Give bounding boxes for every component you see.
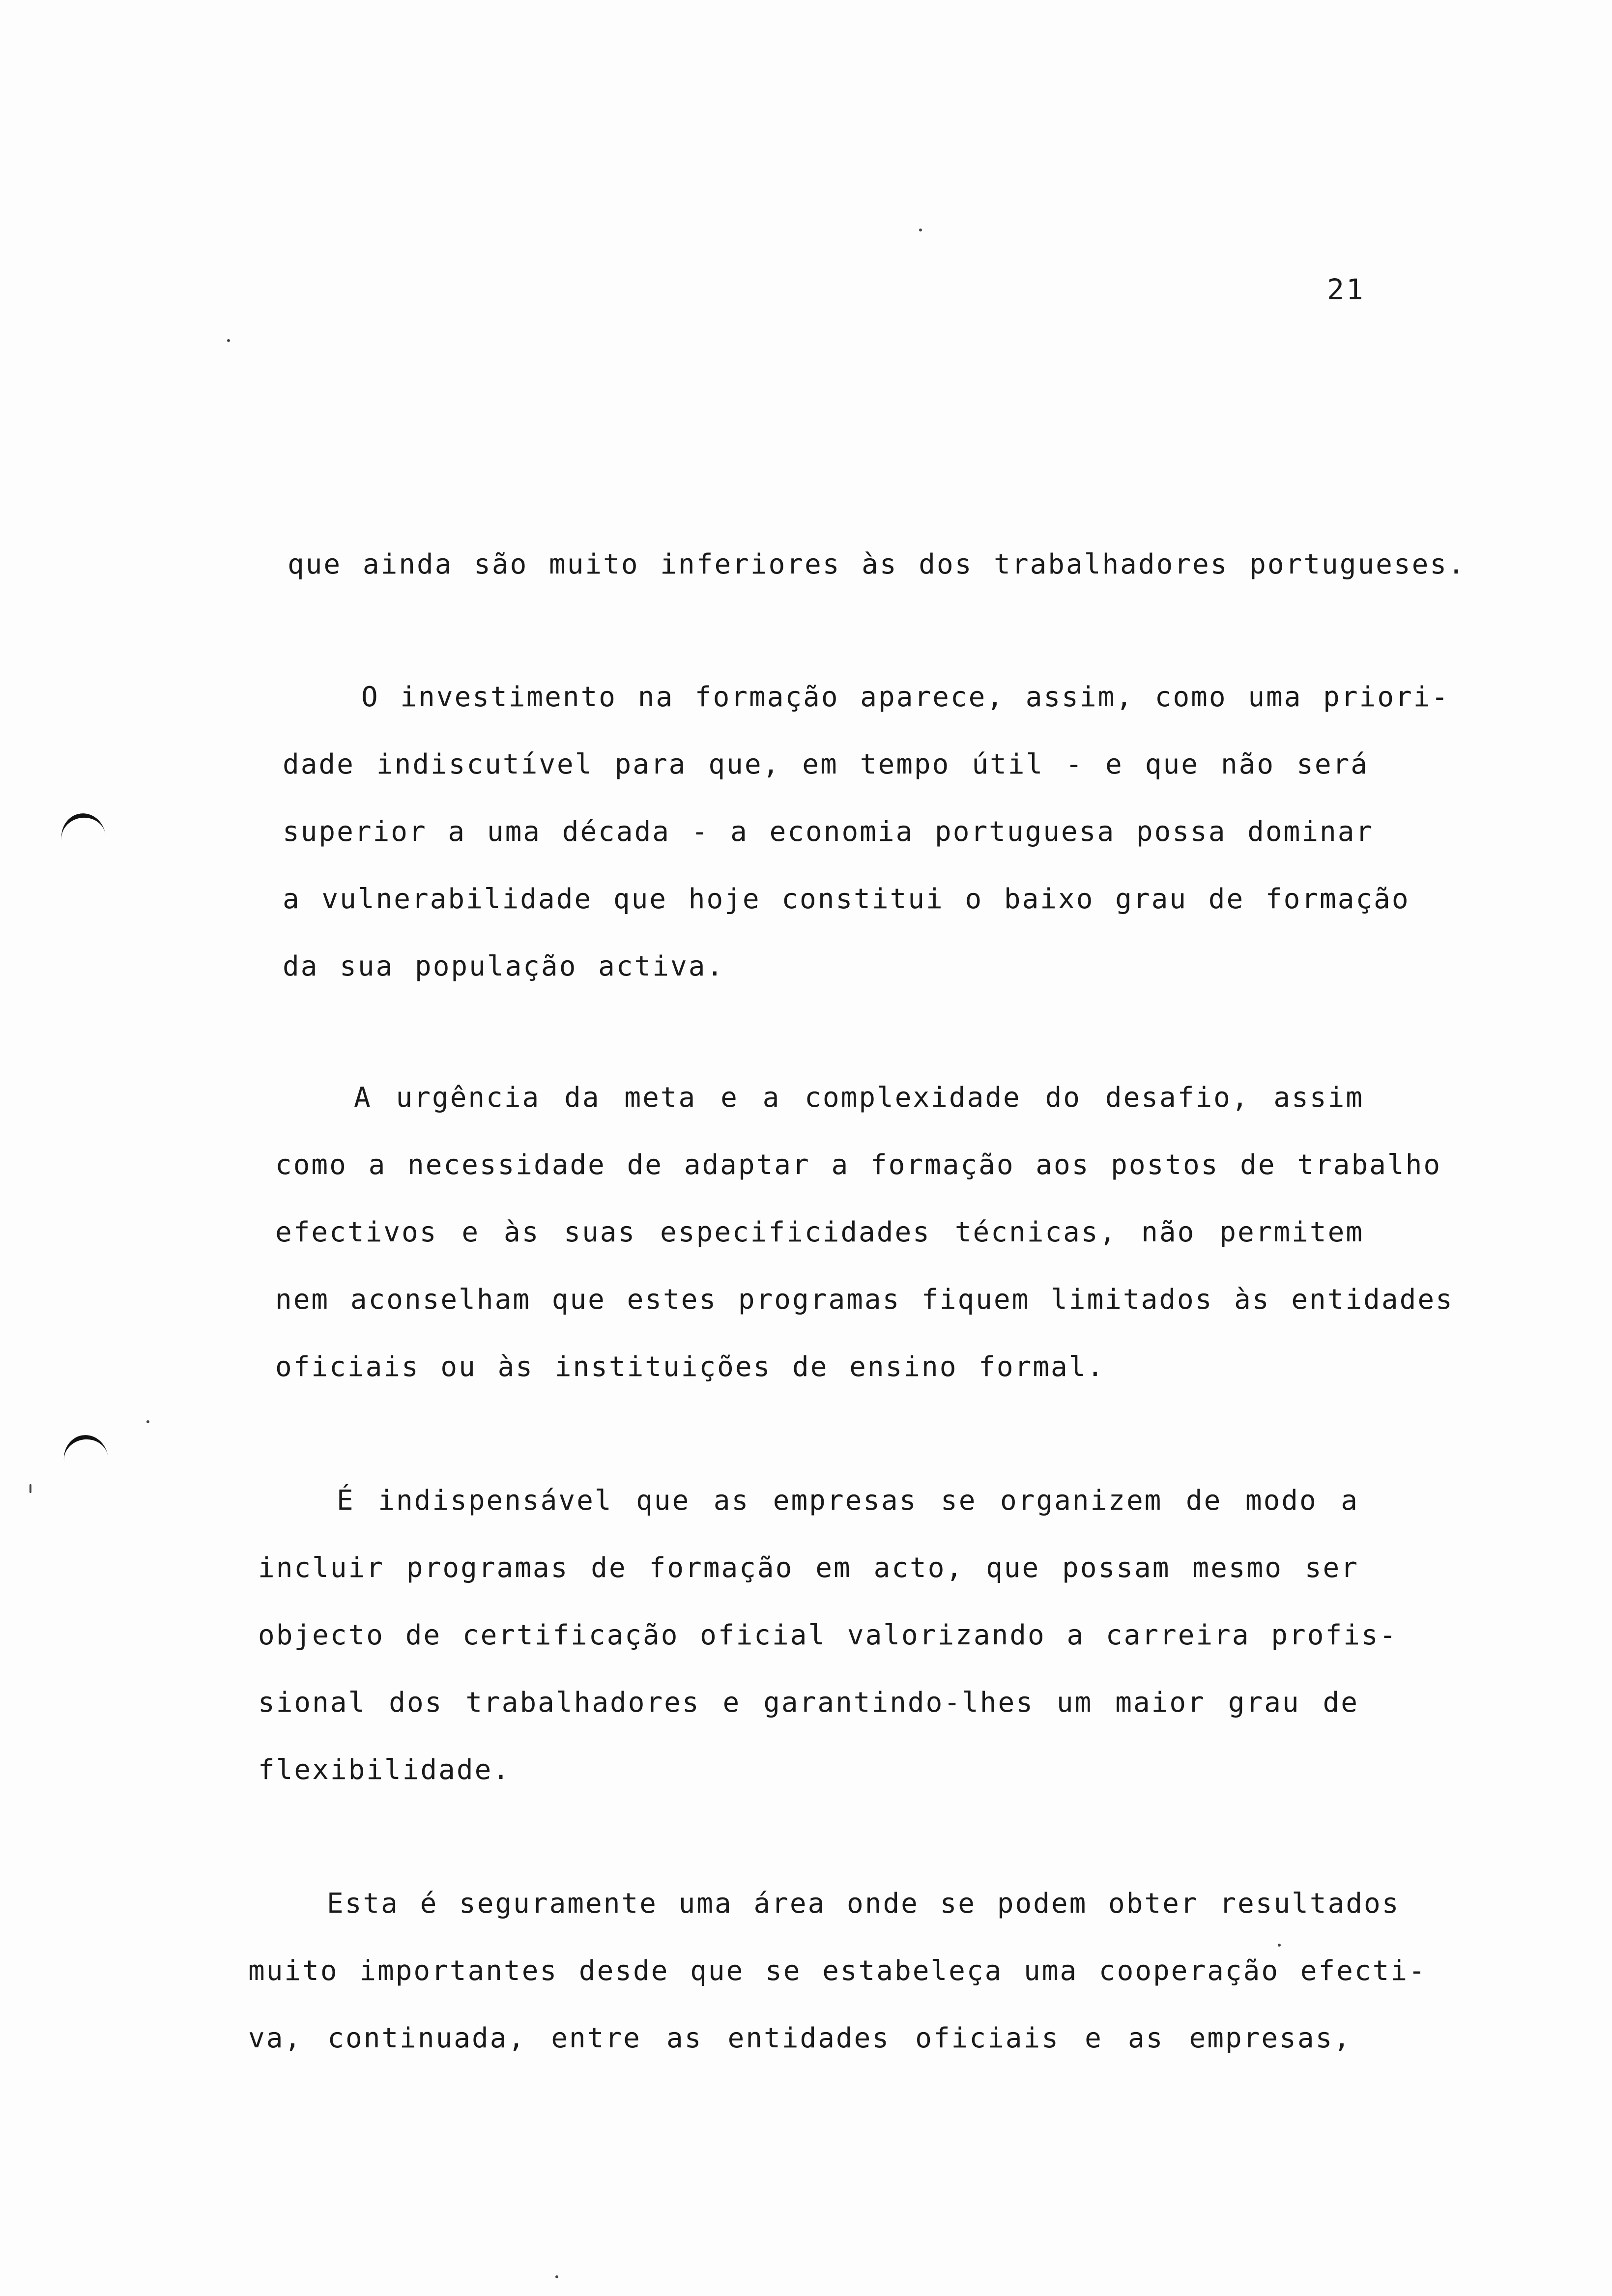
text-line: É indispensável que as empresas se organizem de modo a <box>337 1485 1359 1517</box>
paragraph-2 <box>283 663 1450 1000</box>
text-line: que ainda são muito inferiores às dos trabalhadores portugueses. <box>288 548 1466 580</box>
text-line: incluir programas de formação em acto, que possam mesmo ser <box>258 1552 1359 1584</box>
text-line: Esta é seguramente uma área onde se podem obter resultados <box>327 1888 1400 1920</box>
text-line: oficiais ou às instituições de ensino formal. <box>275 1351 1105 1383</box>
text-line: dade indiscutível para que, em tempo útil - e que não será <box>283 748 1369 780</box>
text-line: nem aconselham que estes programas fiquem limitados às entidades <box>275 1284 1454 1316</box>
text-line: muito importantes desde que se estabeleça uma cooperação efecti- <box>248 1955 1427 1987</box>
paragraph-5 <box>248 1870 1427 2072</box>
binder-hole-mark <box>61 1432 112 1487</box>
text-line: como a necessidade de adaptar a formação aos postos de trabalho <box>275 1149 1442 1181</box>
paragraph-1 <box>288 531 1466 598</box>
text-line: flexibilidade. <box>258 1754 511 1786</box>
text-line: objecto de certificação oficial valorizando a carreira profis- <box>258 1619 1398 1651</box>
text-line: O investimento na formação aparece, assim, como uma priori- <box>361 681 1450 713</box>
text-line: efectivos e às suas especificidades técnicas, não permitem <box>275 1216 1364 1248</box>
page-number: 21 <box>1327 273 1365 306</box>
binder-hole-mark <box>58 810 109 865</box>
scan-speck <box>1278 1944 1281 1947</box>
scan-speck <box>919 229 922 231</box>
paragraph-3 <box>275 1064 1454 1401</box>
paragraph-4 <box>258 1467 1398 1804</box>
scan-speck <box>227 339 230 342</box>
text-line: sional dos trabalhadores e garantindo-lhes um maior grau de <box>258 1687 1359 1719</box>
scan-speck <box>29 1484 31 1493</box>
text-line: A urgência da meta e a complexidade do desafio, assim <box>354 1082 1364 1114</box>
scan-speck <box>555 2275 558 2278</box>
text-line: superior a uma década - a economia portuguesa possa dominar <box>283 816 1374 848</box>
text-line: va, continuada, entre as entidades oficiais e as empresas, <box>248 2022 1352 2054</box>
scan-speck <box>146 1420 149 1423</box>
text-line: da sua população activa. <box>283 950 725 982</box>
text-line: a vulnerabilidade que hoje constitui o baixo grau de formação <box>283 883 1410 915</box>
